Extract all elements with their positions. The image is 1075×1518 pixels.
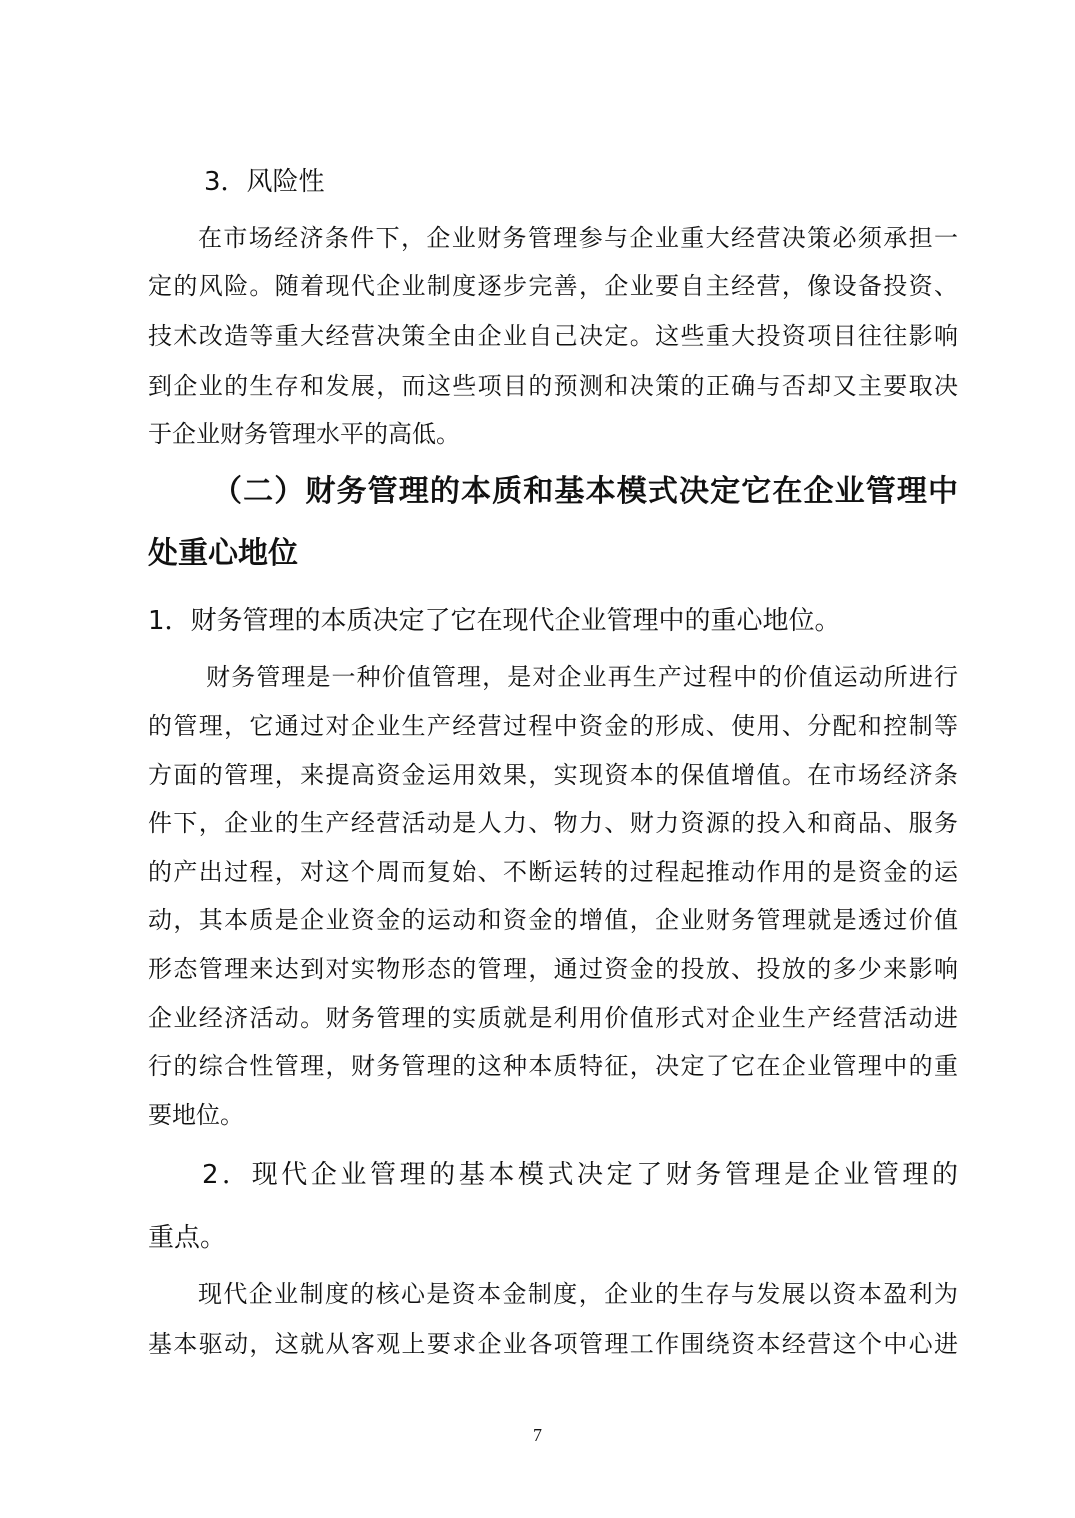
subheading-1: 1．财务管理的本质决定了它在现代企业管理中的重心地位。 bbox=[148, 606, 841, 636]
paragraph-line: 到企业的生存和发展，而这些项目的预测和决策的正确与否却又主要取决 bbox=[148, 372, 958, 400]
subheading-2: 重点。 bbox=[148, 1223, 227, 1253]
paragraph-line: 于企业财务管理水平的高低。 bbox=[148, 420, 460, 448]
paragraph-line: 现代企业制度的核心是资本金制度，企业的生存与发展以资本盈利为 bbox=[198, 1280, 958, 1308]
page-number: 7 bbox=[533, 1425, 542, 1445]
paragraph-line: 行的综合性管理，财务管理的这种本质特征，决定了它在企业管理中的重 bbox=[148, 1052, 958, 1080]
paragraph-line: 要地位。 bbox=[148, 1101, 244, 1129]
paragraph-line: 的产出过程，对这个周而复始、不断运转的过程起推动作用的是资金的运 bbox=[148, 858, 958, 886]
paragraph-line: 动，其本质是企业资金的运动和资金的增值，企业财务管理就是透过价值 bbox=[148, 906, 958, 934]
paragraph-line: 方面的管理，来提高资金运用效果，实现资本的保值增值。在市场经济条 bbox=[148, 761, 958, 789]
paragraph-line: 的管理，它通过对企业生产经营过程中资金的形成、使用、分配和控制等 bbox=[148, 712, 958, 740]
section-title: （二）财务管理的本质和基本模式决定它在企业管理中 bbox=[212, 474, 958, 509]
paragraph-line: 形态管理来达到对实物形态的管理，通过资金的投放、投放的多少来影响 bbox=[148, 955, 958, 983]
paragraph-line: 企业经济活动。财务管理的实质就是利用价值形式对企业生产经营活动进 bbox=[148, 1004, 958, 1032]
paragraph-line: 件下，企业的生产经营活动是人力、物力、财力资源的投入和商品、服务 bbox=[148, 809, 958, 837]
section-title: 处重心地位 bbox=[148, 536, 298, 571]
paragraph-line: 技术改造等重大经营决策全由企业自己决定。这些重大投资项目往往影响 bbox=[148, 322, 958, 350]
subheading-2: 2．现代企业管理的基本模式决定了财务管理是企业管理的 bbox=[202, 1160, 958, 1190]
paragraph-line: 基本驱动，这就从客观上要求企业各项管理工作围绕资本经营这个中心进 bbox=[148, 1330, 958, 1358]
heading-risk: 3．风险性 bbox=[204, 167, 325, 197]
paragraph-line: 定的风险。随着现代企业制度逐步完善，企业要自主经营，像设备投资、 bbox=[148, 272, 958, 300]
paragraph-line: 财务管理是一种价值管理，是对企业再生产过程中的价值运动所进行 bbox=[206, 663, 958, 691]
paragraph-line: 在市场经济条件下，企业财务管理参与企业重大经营决策必须承担一 bbox=[198, 224, 958, 252]
